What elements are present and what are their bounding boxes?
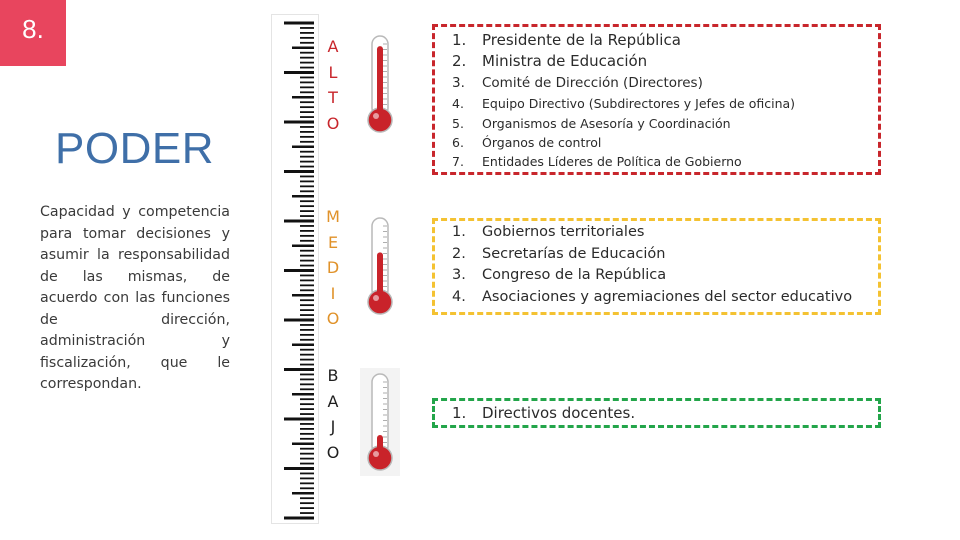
list-item: 3. Congreso de la República — [452, 267, 667, 283]
list-item: 4. Asociaciones y agremiaciones del sector educativo — [452, 288, 853, 305]
list-item: 4. Equipo Directivo (Subdirectores y Jefes de oficina) — [452, 96, 796, 111]
power-definition: Capacidad y competencia para tomar decisiones y asumir la responsabilidad de las mismas, de acuerdo con las funciones de dirección, administración y fiscalización, que le correspondan. — [40, 204, 230, 392]
level-letter: D — [326, 258, 340, 277]
thermometer-mercury — [377, 435, 383, 454]
level-letter: O — [326, 442, 340, 462]
list-item: 5. Organismos de Asesoría y Coordinación — [452, 116, 731, 131]
ruler-ticks — [272, 15, 318, 523]
list-item: 1. Directivos docentes. — [452, 404, 636, 422]
list-item: 7. Entidades Líderes de Política de Gobierno — [452, 154, 742, 169]
list-item: 6. Órganos de control — [452, 135, 602, 150]
list-item: 2. Ministra de Educación — [452, 52, 648, 70]
level-letter: A — [327, 391, 339, 411]
level-letter: T — [328, 88, 338, 107]
thermometer-high-icon — [360, 30, 400, 138]
level-letter: A — [327, 37, 339, 56]
level-letter: E — [327, 232, 339, 252]
low-power-list — [452, 402, 872, 424]
thermometer-mercury — [377, 252, 383, 298]
high-power-list — [452, 30, 872, 171]
level-word-alto — [322, 34, 344, 136]
list-item: 2. Secretarías de Educación — [452, 245, 666, 262]
level-letter: I — [330, 283, 336, 303]
thermometer-medium-icon — [360, 212, 400, 320]
power-scale-ruler — [271, 14, 319, 524]
level-letter: L — [328, 62, 338, 82]
level-letter: B — [327, 366, 339, 385]
level-word-bajo — [322, 363, 344, 465]
level-letter: O — [326, 309, 340, 328]
thermometer-highlight — [373, 113, 379, 119]
list-item: 3. Comité de Dirección (Directores) — [452, 75, 703, 91]
page-title: PODER — [55, 124, 214, 173]
thermometer-highlight — [373, 295, 379, 301]
thermometer-low-icon — [360, 368, 400, 476]
level-word-medio — [322, 204, 344, 332]
thermometer-mercury — [377, 46, 383, 116]
level-letter: J — [330, 417, 336, 436]
slide-number: 8. — [22, 14, 44, 44]
list-item: 1. Presidente de la República — [452, 31, 681, 49]
level-letter: M — [326, 207, 340, 226]
list-item: 1. Gobiernos territoriales — [452, 224, 645, 240]
thermometer-highlight — [373, 451, 379, 457]
medium-power-list — [452, 222, 872, 308]
level-letter: O — [326, 113, 340, 133]
slide-number-badge — [0, 0, 66, 66]
